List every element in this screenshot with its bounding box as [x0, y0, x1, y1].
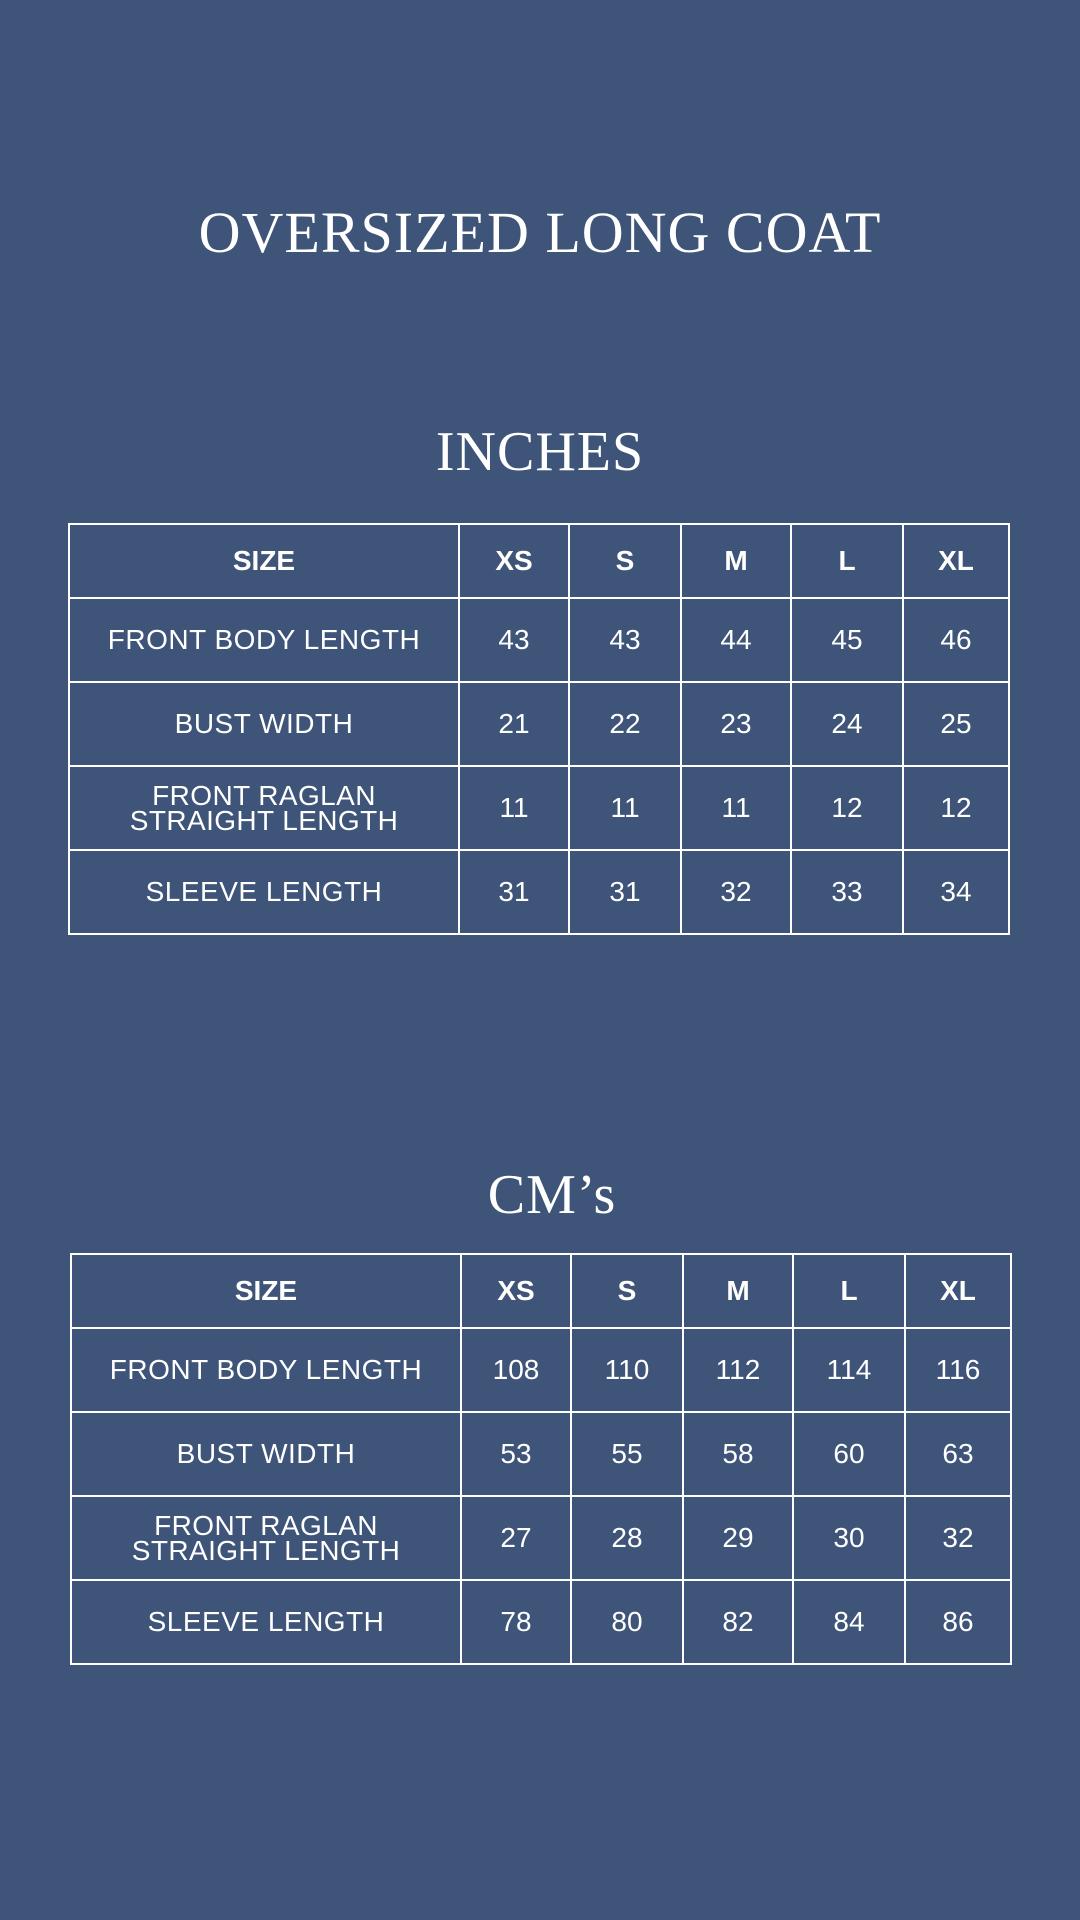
m-column-header: M	[681, 524, 791, 598]
l-column-header: L	[791, 524, 903, 598]
table-cell: 60	[793, 1412, 905, 1496]
cms-size-table	[70, 1253, 1012, 1665]
table-cell: 27	[461, 1496, 571, 1580]
table-cell: 29	[683, 1496, 793, 1580]
table-cell: 25	[903, 682, 1009, 766]
table-cell: 21	[459, 682, 569, 766]
row-label-line-1: FRONT RAGLAN	[152, 780, 376, 811]
table-cell: 23	[681, 682, 791, 766]
table-cell: 114	[793, 1328, 905, 1412]
row-label-line-2: STRAIGHT LENGTH	[131, 1535, 401, 1566]
table-cell: 108	[461, 1328, 571, 1412]
row-label: BUST WIDTH	[69, 682, 459, 766]
table-cell: 58	[683, 1412, 793, 1496]
row-label	[69, 766, 459, 850]
table-cell: 34	[903, 850, 1009, 934]
xs-column-header: XS	[459, 524, 569, 598]
table-row	[69, 598, 1009, 682]
table-cell: 43	[569, 598, 681, 682]
table-cell: 110	[571, 1328, 683, 1412]
page-title: OVERSIZED LONG COAT	[198, 200, 882, 265]
row-label-line-2: STRAIGHT LENGTH	[129, 805, 399, 836]
xl-column-header: XL	[905, 1254, 1011, 1328]
row-label: BUST WIDTH	[71, 1412, 461, 1496]
table-header-row	[69, 524, 1009, 598]
size-column-header: SIZE	[71, 1254, 461, 1328]
xl-column-header: XL	[903, 524, 1009, 598]
inches-heading: INCHES	[435, 421, 645, 483]
table-cell: 112	[683, 1328, 793, 1412]
table-cell: 53	[461, 1412, 571, 1496]
l-column-header: L	[793, 1254, 905, 1328]
table-cell: 12	[791, 766, 903, 850]
row-label	[71, 1496, 461, 1580]
table-cell: 28	[571, 1496, 683, 1580]
table-cell: 11	[569, 766, 681, 850]
table-cell: 12	[903, 766, 1009, 850]
cms-heading: CM’s	[487, 1164, 617, 1226]
size-column-header: SIZE	[69, 524, 459, 598]
table-row	[71, 1496, 1011, 1580]
table-cell: 43	[459, 598, 569, 682]
table-cell: 78	[461, 1580, 571, 1664]
table-cell: 11	[681, 766, 791, 850]
table-header-row	[71, 1254, 1011, 1328]
table-cell: 116	[905, 1328, 1011, 1412]
table-row	[71, 1328, 1011, 1412]
table-row	[69, 682, 1009, 766]
row-label: SLEEVE LENGTH	[69, 850, 459, 934]
m-column-header: M	[683, 1254, 793, 1328]
table-cell: 82	[683, 1580, 793, 1664]
table-cell: 45	[791, 598, 903, 682]
row-label: SLEEVE LENGTH	[71, 1580, 461, 1664]
table-cell: 80	[571, 1580, 683, 1664]
table-cell: 31	[459, 850, 569, 934]
table-cell: 30	[793, 1496, 905, 1580]
table-cell: 11	[459, 766, 569, 850]
table-cell: 22	[569, 682, 681, 766]
row-label: FRONT BODY LENGTH	[69, 598, 459, 682]
table-cell: 46	[903, 598, 1009, 682]
table-cell: 44	[681, 598, 791, 682]
table-cell: 55	[571, 1412, 683, 1496]
row-label: FRONT BODY LENGTH	[71, 1328, 461, 1412]
table-cell: 32	[681, 850, 791, 934]
table-cell: 31	[569, 850, 681, 934]
table-row	[69, 766, 1009, 850]
table-cell: 32	[905, 1496, 1011, 1580]
row-label-line-1: FRONT RAGLAN	[154, 1510, 378, 1541]
table-cell: 33	[791, 850, 903, 934]
s-column-header: S	[569, 524, 681, 598]
table-cell: 24	[791, 682, 903, 766]
xs-column-header: XS	[461, 1254, 571, 1328]
table-row	[69, 850, 1009, 934]
table-cell: 86	[905, 1580, 1011, 1664]
table-cell: 84	[793, 1580, 905, 1664]
inches-size-table	[68, 523, 1010, 935]
table-cell: 63	[905, 1412, 1011, 1496]
table-row	[71, 1580, 1011, 1664]
table-row	[71, 1412, 1011, 1496]
s-column-header: S	[571, 1254, 683, 1328]
